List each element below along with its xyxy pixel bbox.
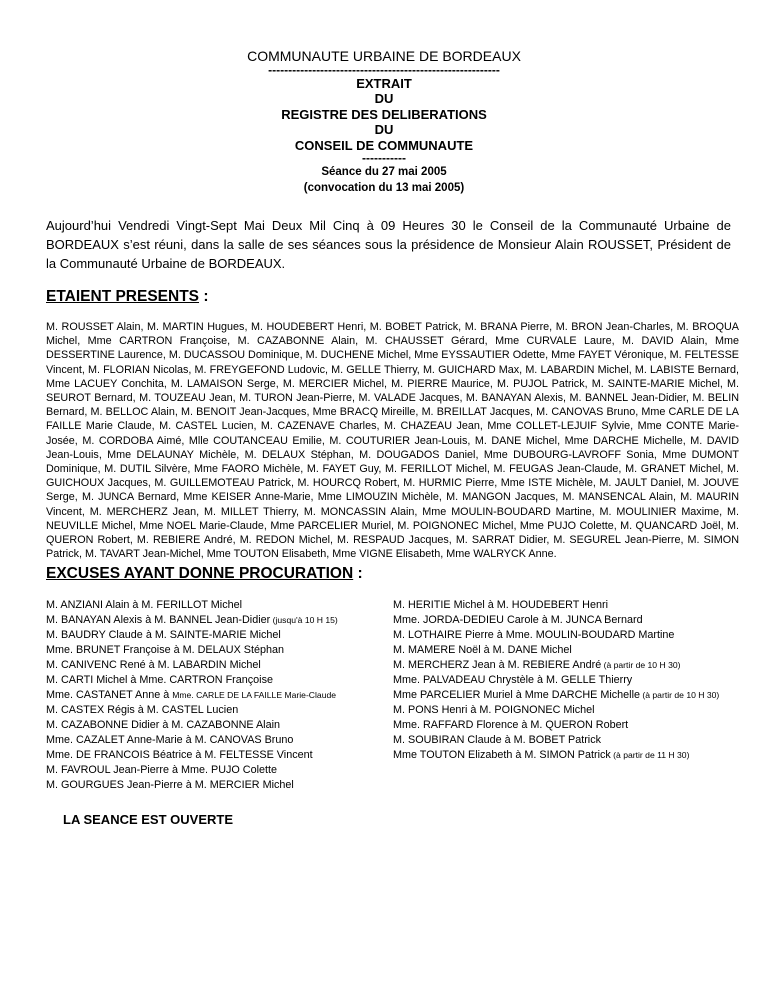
proxy-text: M. CARTI Michel à Mme. CARTRON Françoise [46, 674, 273, 686]
proxy-text: M. LOTHAIRE Pierre à Mme. MOULIN-BOUDARD Martine [393, 629, 675, 641]
proxy-entry [46, 688, 338, 703]
proxy-text: Mme. PALVADEAU Chrystèle à M. GELLE Thierry [393, 674, 633, 686]
proxy-text: Mme. JORDA-DEDIEU Carole à M. JUNCA Bernard [393, 614, 643, 626]
proxy-text: M. FAVROUL Jean-Pierre à Mme. PUJO Colette [46, 764, 277, 776]
proxy-text: M. GOURGUES Jean-Pierre à M. MERCIER Michel [46, 779, 294, 791]
presents-heading [46, 288, 208, 306]
proxy-entry [393, 598, 719, 613]
organization-name: COMMUNAUTE URBAINE DE BORDEAUX [247, 48, 521, 64]
proxy-text: Mme TOUTON Elizabeth à M. SIMON Patrick [393, 749, 611, 761]
proxy-entry [46, 658, 338, 673]
presents-list: M. ROUSSET Alain, M. MARTIN Hugues, M. HOUDEBERT Henri, M. BOBET Patrick, M. BRANA Pierre, M. BRON Jean-Charles, M. BROQUA Michel, Mme CARTRON Françoise, M. CAZABONNE Alain, M. CHAUSSET Gérard, Mme CURVALE Laure, M. DAVID Alain, Mme DESSERTINE Laurence, M. DUCASSOU Dominique, M. DUCHENE Michel, Mme EYSSAUTIER Odette, Mme FAYET Véronique, M. FELTESSE Vincent, M. FLORIAN Nicolas, M. FREYGEFOND Ludovic, M. GELLE Thierry, M. GUICHARD Max, M. LABARDIN Michel, M. LABISTE Bernard, Mme LACUEY Conchita, M. LAMAISON Serge, M. MERCIER Michel, M. PIERRE Maurice, M. PUJOL Patrick, M. SAINTE-MARIE Michel, M. SEUROT Bernard, M. TOUZEAU Jean, M. TURON Jean-Pierre, M. VALADE Jacques, M. BANAYAN Alexis, M. BANNEL Jean-Didier, M. BELIN Bernard, M. BELLOC Alain, M. BENOIT Jean-Jacques, Mme BRACQ Mireille, M. BREILLAT Jacques, M. CANOVAS Bruno, Mme CARLE DE LA FAILLE Marie Claude, M. CASTEL Lucien, M. CAZENAVE Charles, M. CHAZEAU Jean, Mme COLLET-LEJUIF Sylvie, Mme CONTE Marie-Josée, M. CORDOBA Aimé, Mlle COUTANCEAU Emilie, M. COUTURIER Jean-Louis, M. DANE Michel, Mme DARCHE Michelle, M. DAVID Jean-Louis, Mme DELAUNAY Michèle, M. DELAUX Stéphan, M. DOUGADOS Daniel, Mme DUBOURG-LAVROFF Sonia, Mme DUMONT Dominique, M. DUTIL Silvère, Mme FAORO Michèle, M. FAYET Guy, M. FERILLOT Michel, M. FEUGAS Jean-Claude, M. GRANET Michel, M. GUICHOUX Jacques, M. GUILLEMOTEAU Patrick, M. HOURCQ Robert, M. HURMIC Pierre, Mme ISTE Michèle, M. JAULT Daniel, M. JOUVE Serge, M. JUNCA Bernard, Mme KEISER Anne-Marie, Mme LIMOUZIN Michèle, M. MANGON Jacques, M. MANSENCAL Alain, M. MAURIN Vincent, M. MERCHERZ Jean, M. MILLET Thierry, M. MONCASSIN Alain, Mme MOULIN-BOUDARD Martine, M. MOULINIER Maxime, M. NEUVILLE Michel, Mme NOEL Marie-Claude, Mme PARCELIER Muriel, M. POIGNONEC Michel, Mme PUJO Colette, M. QUANCARD Joël, M. QUERON Robert, M. REBIERE André, M. REDON Michel, M. RESPAUD Jacques, M. SARRAT Didier, M. SEGUREL Jean-Pierre, M. SIMON Patrick, M. TAVART Jean-Michel, Mme TOUTON Elisabeth, Mme VIGNE Elisabeth, Mme WALRYCK Anne. [46, 321, 739, 561]
document-header [0, 48, 768, 196]
convocation-date: (convocation du 13 mai 2005) [303, 182, 465, 195]
proxy-entry [46, 643, 338, 658]
header-line-registre: REGISTRE DES DELIBERATIONS [281, 106, 487, 122]
proxy-note: (à partir de 11 H 30) [610, 750, 690, 760]
header-line-extrait: EXTRAIT [356, 76, 412, 91]
proxy-entry [46, 733, 338, 748]
proxy-text: Mme. CASTANET Anne à [46, 689, 173, 701]
proxy-entry [46, 673, 338, 688]
proxy-entry [46, 778, 338, 793]
presents-title: ETAIENT PRESENTS [46, 288, 200, 305]
proxy-entry [46, 703, 338, 718]
proxy-text: M. BAUDRY Claude à M. SAINTE-MARIE Michel [46, 629, 281, 641]
closing-statement: LA SEANCE EST OUVERTE [63, 812, 233, 827]
proxy-note: (à partir de 10 H 30) [601, 660, 681, 670]
proxy-note: Mme. CARLE DE LA FAILLE Marie-Claude [172, 690, 337, 700]
proxy-text: M. CASTEX Régis à M. CASTEL Lucien [46, 704, 239, 716]
proxy-entry [46, 613, 338, 628]
header-line-du-2: DU [374, 122, 394, 138]
proxy-list-left [46, 598, 338, 793]
presents-colon: : [199, 288, 209, 305]
proxy-entry [46, 628, 338, 643]
proxy-note: (jusqu'à 10 H 15) [270, 615, 338, 625]
proxy-entry [393, 703, 719, 718]
proxy-text: Mme. CAZALET Anne-Marie à M. CANOVAS Bruno [46, 734, 294, 746]
proxy-text: M. MERCHERZ Jean à M. REBIERE André [393, 659, 602, 671]
proxy-entry [393, 748, 719, 763]
proxy-text: M. ANZIANI Alain à M. FERILLOT Michel [46, 599, 242, 611]
separator-short: ----------- [362, 151, 406, 166]
excuses-colon: : [353, 565, 363, 582]
proxy-text: M. CAZABONNE Didier à M. CAZABONNE Alain [46, 719, 280, 731]
proxy-entry [393, 733, 719, 748]
proxy-entry [393, 628, 719, 643]
seance-date: Séance du 27 mai 2005 [321, 166, 447, 179]
proxy-text: M. SOUBIRAN Claude à M. BOBET Patrick [393, 734, 601, 746]
proxy-text: M. HERITIE Michel à M. HOUDEBERT Henri [393, 599, 608, 611]
proxy-text: M. BANAYAN Alexis à M. BANNEL Jean-Didier [46, 614, 271, 626]
proxy-note: (à partir de 10 H 30) [639, 690, 720, 700]
header-line-du-1: DU [374, 91, 394, 107]
proxy-text: M. PONS Henri à M. POIGNONEC Michel [393, 704, 595, 716]
proxy-text: M. MAMERE Noël à M. DANE Michel [393, 644, 572, 656]
proxy-text: M. CANIVENC René à M. LABARDIN Michel [46, 659, 261, 671]
proxy-entry [46, 748, 338, 763]
excuses-title: EXCUSES AYANT DONNE PROCURATION [46, 565, 354, 582]
intro-paragraph: Aujourd’hui Vendredi Vingt-Sept Mai Deux Mil Cinq à 09 Heures 30 le Conseil de la Communauté Urbaine de BORDEAUX s’est réuni, dans la salle de ses séances sous la présidence de Monsieur Alain ROUSSET, Président de la Communauté Urbaine de BORDEAUX. [46, 218, 731, 271]
proxy-list-right [393, 598, 719, 763]
header-line-conseil: CONSEIL DE COMMUNAUTE [294, 137, 474, 153]
proxy-entry [393, 673, 719, 688]
proxy-entry [393, 688, 719, 703]
separator-long: ---------------------------------------------------------- [268, 63, 500, 77]
proxy-entry [393, 613, 719, 628]
proxy-text: Mme. DE FRANCOIS Béatrice à M. FELTESSE Vincent [46, 749, 313, 761]
proxy-entry [393, 658, 719, 673]
proxy-entry [46, 763, 338, 778]
proxy-entry [46, 718, 338, 733]
proxy-text: Mme PARCELIER Muriel à Mme DARCHE Michelle [393, 689, 640, 701]
proxy-text: Mme. BRUNET Françoise à M. DELAUX Stéphan [46, 644, 285, 656]
excuses-heading [46, 565, 363, 583]
proxy-entry [393, 718, 719, 733]
proxy-text: Mme. RAFFARD Florence à M. QUERON Robert [393, 719, 629, 731]
proxy-entry [393, 643, 719, 658]
proxy-entry [46, 598, 338, 613]
